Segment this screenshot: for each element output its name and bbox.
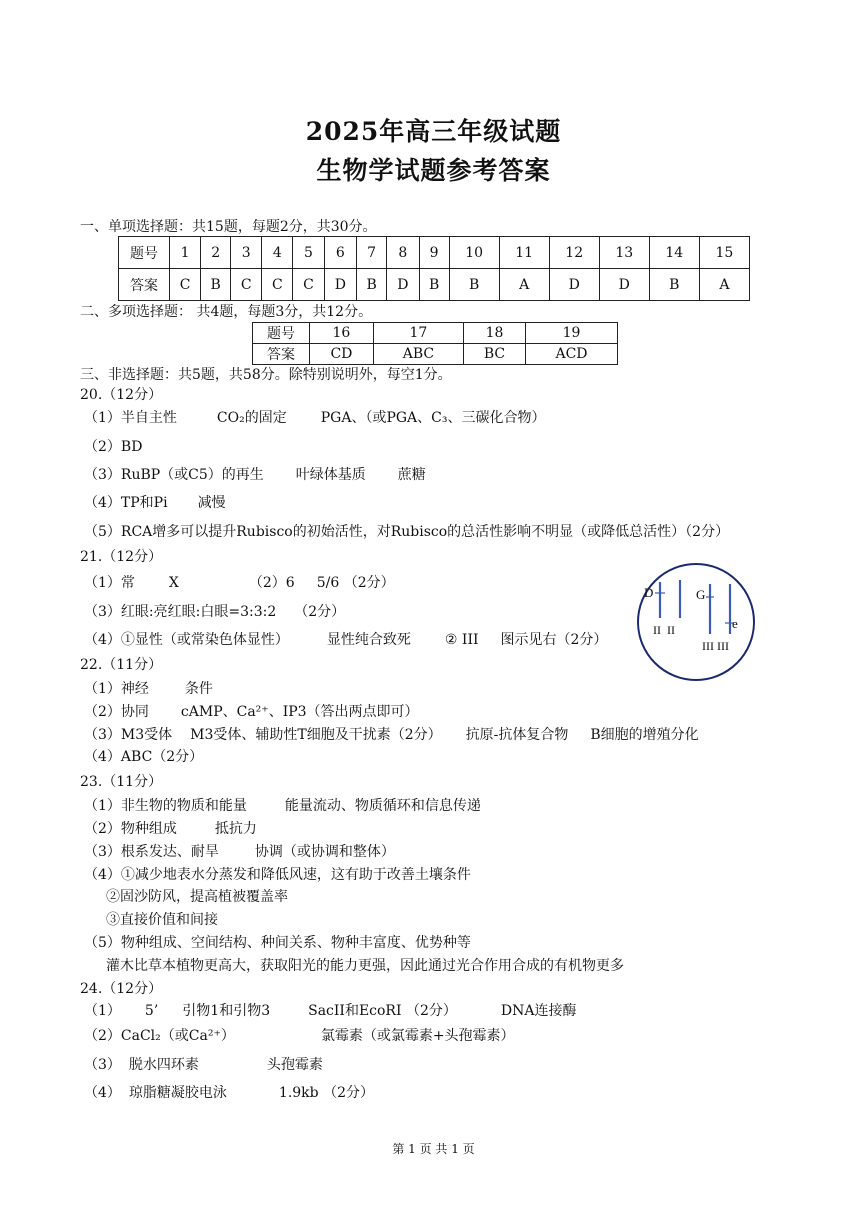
q21-answer-1 <box>84 574 395 592</box>
answer-cell-2: B <box>201 269 231 301</box>
question-number-cell-7: 7 <box>357 237 387 269</box>
q23-answer-4-line1: （4）①减少地表水分蒸发和降低风速，这有助于改善土壤条件 <box>84 867 471 883</box>
q20-answer-3 <box>84 466 426 484</box>
question-number-cell-4: 4 <box>262 237 293 269</box>
q23-answer-4-line3: ③直接价值和间接 <box>106 912 218 928</box>
q24-a3-part1: 脱水四环素 <box>128 1057 199 1073</box>
section3-heading: 三、非选择题：共5题，共58分。除特别说明外，每空1分。 <box>80 367 452 383</box>
answer-cell-3: BC <box>463 344 525 365</box>
row-label-number: 题号 <box>253 323 310 344</box>
q22-a3-part4: B细胞的增殖分化 <box>590 727 699 743</box>
q24-a1-part4: DNA连接酶 <box>500 1003 577 1019</box>
question-number-cell-6: 6 <box>324 237 357 269</box>
q24-a1-part2: 引物1和引物3 <box>182 1003 271 1019</box>
answer-cell-10: B <box>449 269 499 301</box>
section2-heading: 二、多项选择题： 共4题，每题3分，共12分。 <box>80 304 373 320</box>
answer-cell-4: ACD <box>525 344 617 365</box>
answer-cell-8: D <box>387 269 420 301</box>
question-number-cell-1: 16 <box>310 323 374 344</box>
q20-a3-part2: 叶绿体基质 <box>295 467 366 483</box>
q24-a2-part2: 氯霉素（或氯霉素+头孢霉素） <box>320 1028 515 1044</box>
question-number-cell-12: 12 <box>549 237 599 269</box>
q24-a3-label: （3） <box>84 1057 121 1073</box>
q23-answer-1 <box>84 797 481 815</box>
q24-a1-label: （1） <box>84 1003 121 1019</box>
q24-a1-part3: SacII和EcoRI （2分） <box>308 1003 457 1019</box>
question-number-cell-15: 15 <box>699 237 749 269</box>
q20-a4-part2: 减慢 <box>197 495 226 511</box>
q23-answer-3 <box>84 843 395 861</box>
q23-a3-part2: 协调（或协调和整体） <box>254 844 395 860</box>
q22-heading: 22.（11分） <box>80 657 163 673</box>
q21-a2-part2: 5/6 （2分） <box>316 575 395 591</box>
question-number-cell-3: 3 <box>231 237 262 269</box>
row-label-answer: 答案 <box>253 344 310 365</box>
q24-heading: 24.（12分） <box>80 981 163 997</box>
q24-a4-part1: 琼脂糖凝胶电泳 <box>128 1085 227 1101</box>
q21-a3-part2: （2分） <box>294 604 346 620</box>
q24-a3-part2: 头孢霉素 <box>266 1057 323 1073</box>
q22-a2-part1: （2）协同 <box>84 704 149 720</box>
label-g: G <box>696 587 706 602</box>
q22-answer-2 <box>84 703 419 721</box>
answer-cell-1: CD <box>310 344 374 365</box>
label-iii: III III <box>702 639 729 653</box>
q20-a1-part2: CO₂的固定 <box>216 410 287 426</box>
q22-a3-part1: （3）M3受体 <box>84 727 173 743</box>
q24-answer-1 <box>84 1002 576 1020</box>
answer-cell-4: C <box>262 269 293 301</box>
chromosome-diagram <box>628 562 764 686</box>
question-number-cell-5: 5 <box>293 237 324 269</box>
q22-a3-part3: 抗原-抗体复合物 <box>465 727 569 743</box>
q23-a1-part2: 能量流动、物质循环和信息传递 <box>284 798 481 814</box>
q23-a2-part2: 抵抗力 <box>214 821 257 837</box>
q20-a3-part1: （3）RuBP（或C5）的再生 <box>84 467 264 483</box>
question-number-cell-2: 2 <box>201 237 231 269</box>
answer-cell-15: A <box>699 269 749 301</box>
q24-a4-part2: 1.9kb （2分） <box>278 1085 374 1101</box>
q20-a3-part3: 蔗糖 <box>397 467 426 483</box>
q21-a3-part1: （3）红眼:亮红眼:白眼=3:3:2 <box>84 604 277 620</box>
q22-answer-1 <box>84 680 213 698</box>
q20-a1-part3: PGA、（或PGA、C₃、三碳化合物） <box>320 410 546 426</box>
q24-a2-part1: （2）CaCl₂（或Ca²⁺） <box>84 1028 235 1044</box>
q22-a1-part1: （1）神经 <box>84 681 149 697</box>
q21-answer-4 <box>84 631 607 649</box>
question-number-cell-2: 17 <box>373 323 463 344</box>
answer-cell-12: D <box>549 269 599 301</box>
q21-answer-3 <box>84 603 345 621</box>
answer-cell-11: A <box>499 269 549 301</box>
question-number-cell-9: 9 <box>419 237 449 269</box>
page-footer: 第 1 页 共 1 页 <box>392 1142 475 1156</box>
q22-a3-part2: M3受体、辅助性T细胞及干扰素（2分） <box>190 727 442 743</box>
q21-a4-part1: （4）①显性（或常染色体显性） <box>84 632 289 648</box>
q24-answer-4 <box>84 1084 374 1102</box>
question-number-cell-1: 1 <box>170 237 201 269</box>
q23-a3-part1: （3）根系发达、耐旱 <box>84 844 219 860</box>
label-e: e <box>732 616 738 631</box>
q23-answer-2 <box>84 820 257 838</box>
question-number-cell-8: 8 <box>387 237 420 269</box>
q24-answer-2 <box>84 1027 515 1045</box>
multi-choice-answer-table <box>252 322 618 365</box>
row-label-number: 题号 <box>119 237 170 269</box>
q20-answer-4 <box>84 494 226 512</box>
q22-answer-3 <box>84 726 699 744</box>
q21-a4-part2: 显性纯合致死 <box>326 632 411 648</box>
question-number-cell-3: 18 <box>463 323 525 344</box>
q20-answer-2: （2）BD <box>84 439 143 455</box>
question-number-cell-13: 13 <box>599 237 649 269</box>
q24-a4-label: （4） <box>84 1085 121 1101</box>
answer-cell-3: C <box>231 269 262 301</box>
q20-answer-5: （5）RCA增多可以提升Rubisco的初始活性，对Rubisco的总活性影响不明显（或降低总活性）（2分） <box>84 524 730 540</box>
answer-cell-5: C <box>293 269 324 301</box>
q24-answer-3 <box>84 1056 323 1074</box>
exam-title: 2025年高三年级试题 <box>305 117 562 146</box>
q21-a1-part2: X <box>168 575 179 591</box>
question-number-cell-11: 11 <box>499 237 549 269</box>
answer-cell-13: D <box>599 269 649 301</box>
q23-a1-part1: （1）非生物的物质和能量 <box>84 798 247 814</box>
answer-cell-9: B <box>419 269 449 301</box>
q24-a1-part1: 5’ <box>144 1003 159 1019</box>
row-label-answer: 答案 <box>119 269 170 301</box>
q20-a1-part1: （1）半自主性 <box>84 410 177 426</box>
q23-heading: 23.（11分） <box>80 774 163 790</box>
label-d: D <box>644 585 654 600</box>
question-number-cell-10: 10 <box>449 237 499 269</box>
exam-subtitle: 生物学试题参考答案 <box>316 156 551 185</box>
q21-a4-part3: ② III <box>444 632 479 648</box>
q23-answer-4-line2: ②固沙防风，提高植被覆盖率 <box>106 889 288 905</box>
q22-a2-part2: cAMP、Ca²⁺、IP3（答出两点即可） <box>180 704 419 720</box>
answer-cell-7: B <box>357 269 387 301</box>
q21-a2-part1: （2）6 <box>248 575 295 591</box>
answer-cell-14: B <box>649 269 699 301</box>
q22-answer-4: （4）ABC（2分） <box>84 749 204 765</box>
answer-cell-2: ABC <box>373 344 463 365</box>
q21-a1-part1: （1）常 <box>84 575 135 591</box>
answer-cell-6: D <box>324 269 357 301</box>
label-ii: II II <box>653 623 675 637</box>
single-choice-answer-table <box>118 236 750 301</box>
q21-heading: 21.（12分） <box>80 549 163 565</box>
q20-heading: 20.（12分） <box>80 387 163 403</box>
q23-answer-5-line2: 灌木比草本植物更高大，获取阳光的能力更强，因此通过光合作用合成的有机物更多 <box>106 958 624 974</box>
question-number-cell-4: 19 <box>525 323 617 344</box>
q23-answer-5-line1: （5）物种组成、空间结构、种间关系、物种丰富度、优势种等 <box>84 935 471 951</box>
section1-heading: 一、单项选择题：共15题，每题2分，共30分。 <box>80 219 377 235</box>
answer-cell-1: C <box>170 269 201 301</box>
q20-answer-1 <box>84 409 546 427</box>
question-number-cell-14: 14 <box>649 237 699 269</box>
q23-a2-part1: （2）物种组成 <box>84 821 177 837</box>
q20-a4-part1: （4）TP和Pi <box>84 495 168 511</box>
q22-a1-part2: 条件 <box>184 681 213 697</box>
q21-a4-part4: 图示见右（2分） <box>500 632 608 648</box>
